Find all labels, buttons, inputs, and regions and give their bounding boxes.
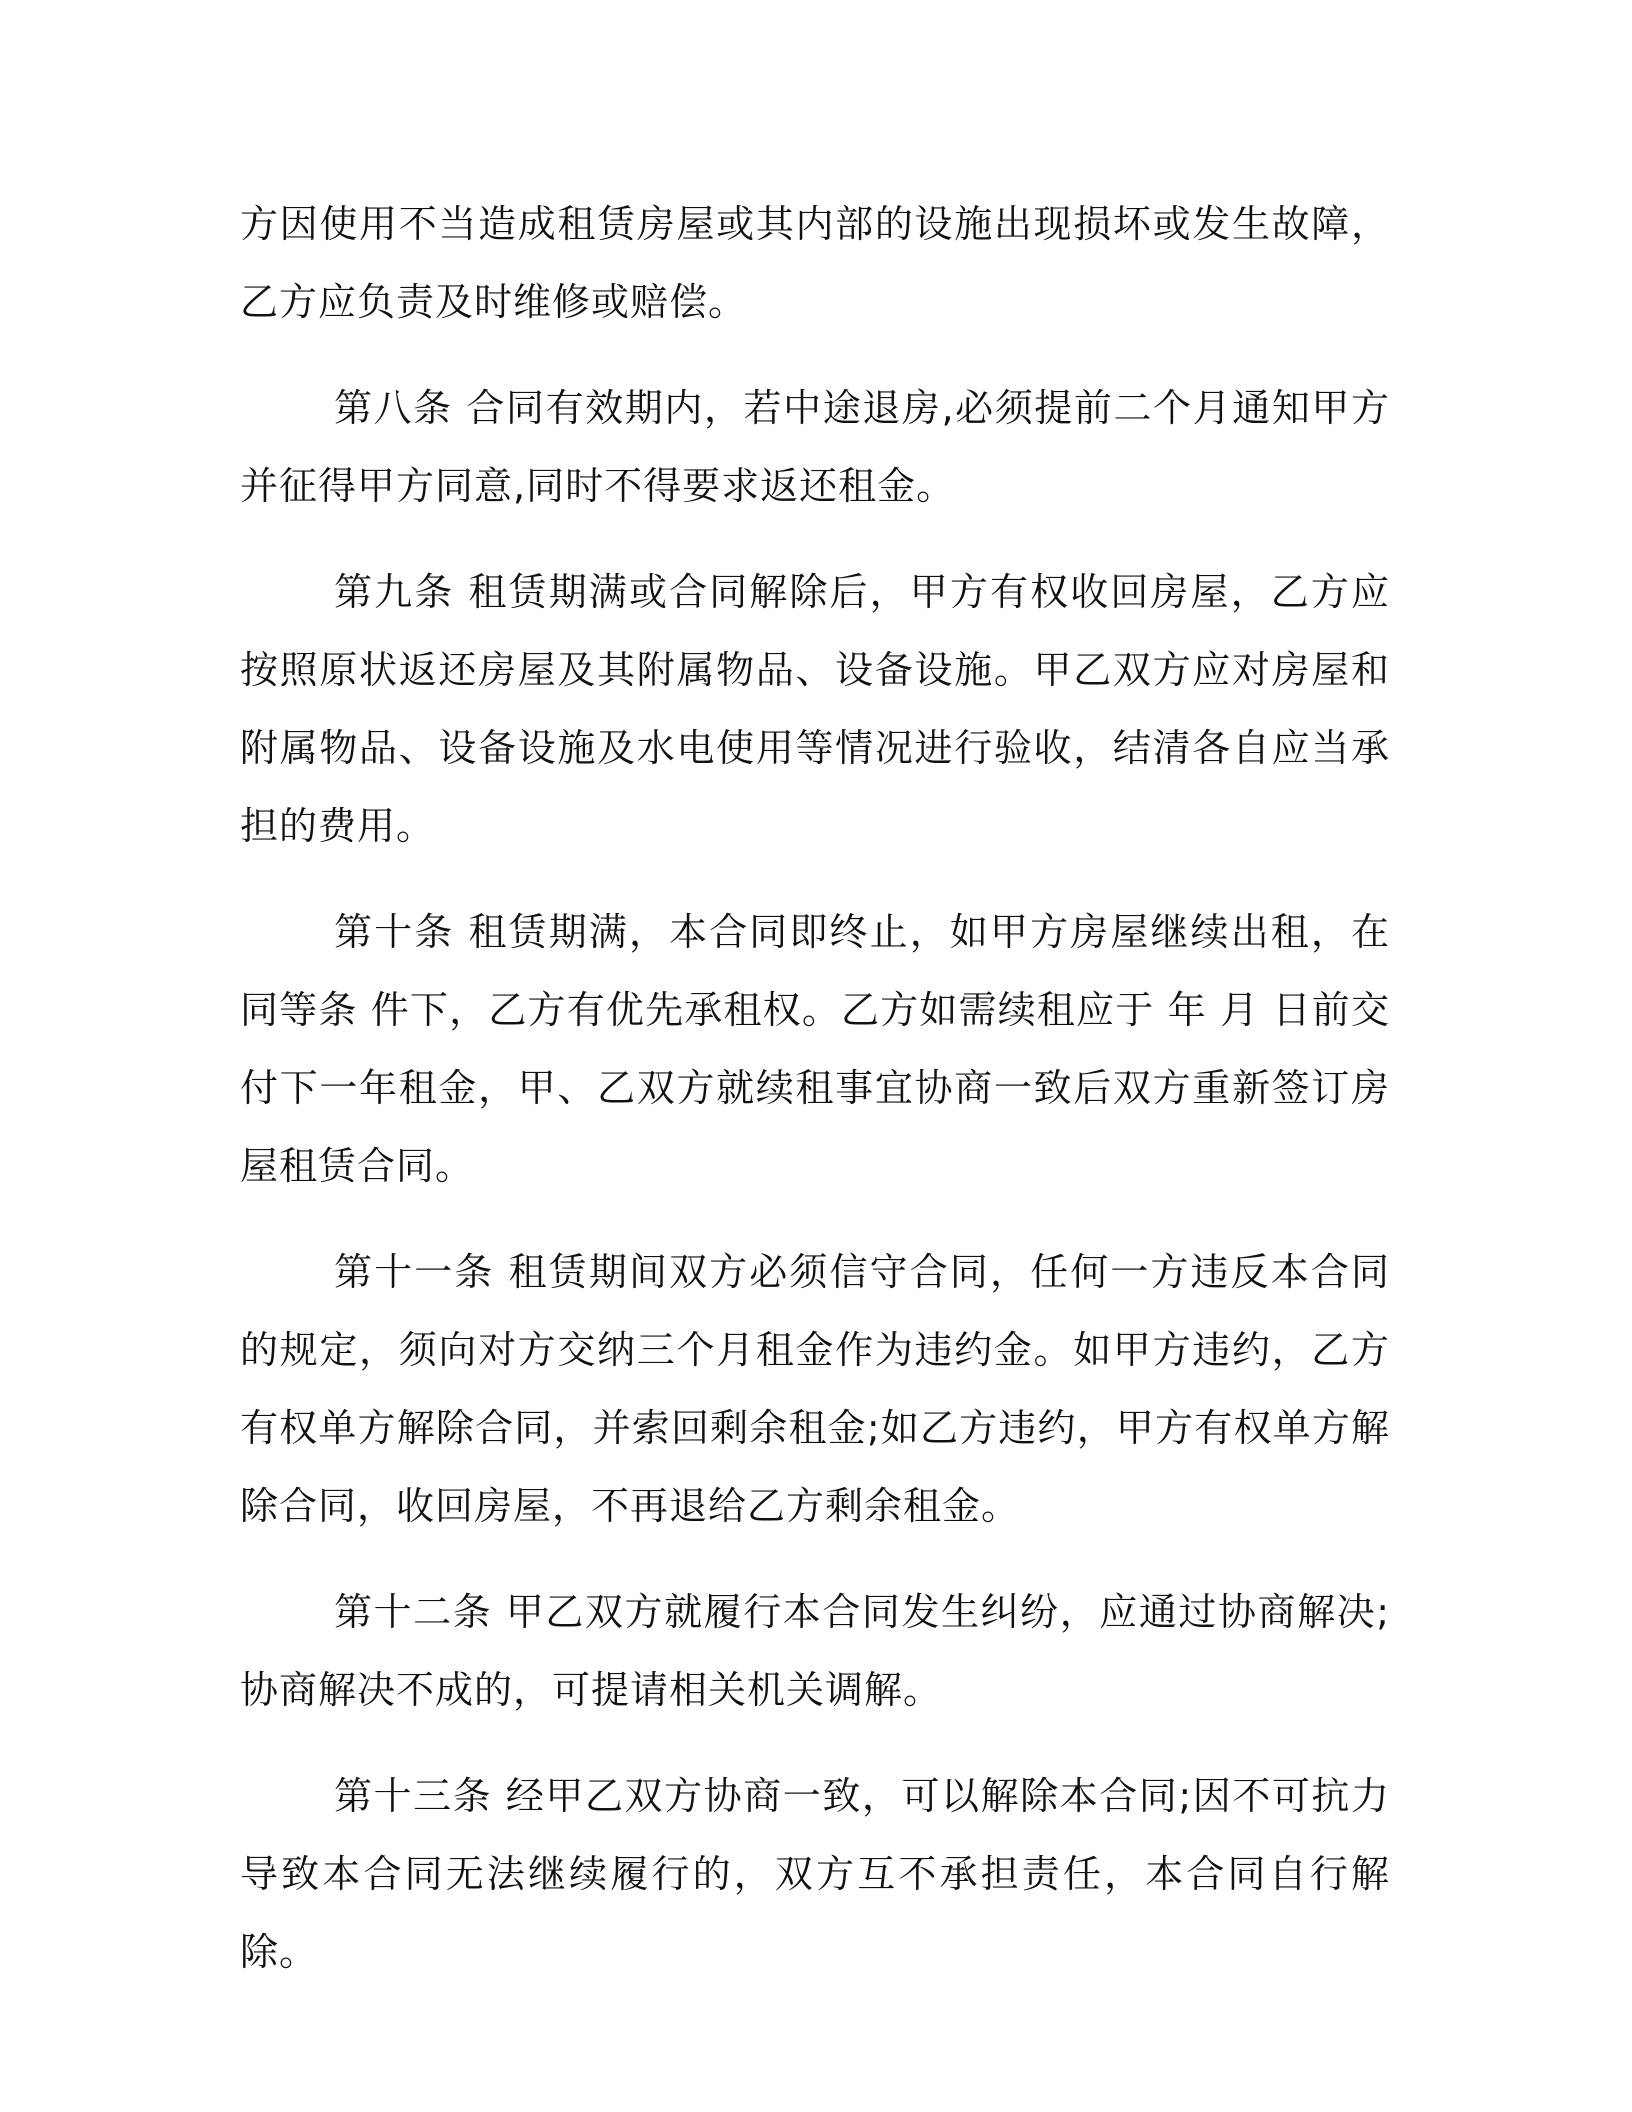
paragraph-article-9: 第九条 租赁期满或合同解除后，甲方有权收回房屋，乙方应按照原状返还房屋及其附属物品、设备设施。甲乙双方应对房屋和附属物品、设备设施及水电使用等情况进行验收，结清各自应当承担的费用。 [240,570,1390,848]
paragraph-article-11: 第十一条 租赁期间双方必须信守合同，任何一方违反本合同的规定，须向对方交纳三个月租金作为违约金。如甲方违约，乙方有权单方解除合同，并索回剩余租金;如乙方违约，甲方有权单方解除合同，收回房屋，不再退给乙方剩余租金。 [240,1250,1390,1528]
document-page [240,185,1390,1991]
paragraph-article-10: 第十条 租赁期满，本合同即终止，如甲方房屋继续出租，在同等条 件下，乙方有优先承租权。乙方如需续租应于 年 月 日前交付下一年租金，甲、乙双方就续租事宜协商一致后双方重新签订房屋租赁合同。 [240,910,1390,1188]
paragraph-article-13: 第十三条 经甲乙双方协商一致，可以解除本合同;因不可抗力导致本合同无法继续履行的，双方互不承担责任，本合同自行解除。 [240,1774,1390,1974]
paragraph-article-8: 第八条 合同有效期内，若中途退房,必须提前二个月通知甲方并征得甲方同意,同时不得要求返还租金。 [240,386,1390,508]
paragraph-article-12: 第十二条 甲乙双方就履行本合同发生纠纷，应通过协商解决;协商解决不成的，可提请相关机关调解。 [240,1590,1390,1712]
paragraph-continuation: 方因使用不当造成租赁房屋或其内部的设施出现损坏或发生故障，乙方应负责及时维修或赔偿。 [240,202,1390,324]
